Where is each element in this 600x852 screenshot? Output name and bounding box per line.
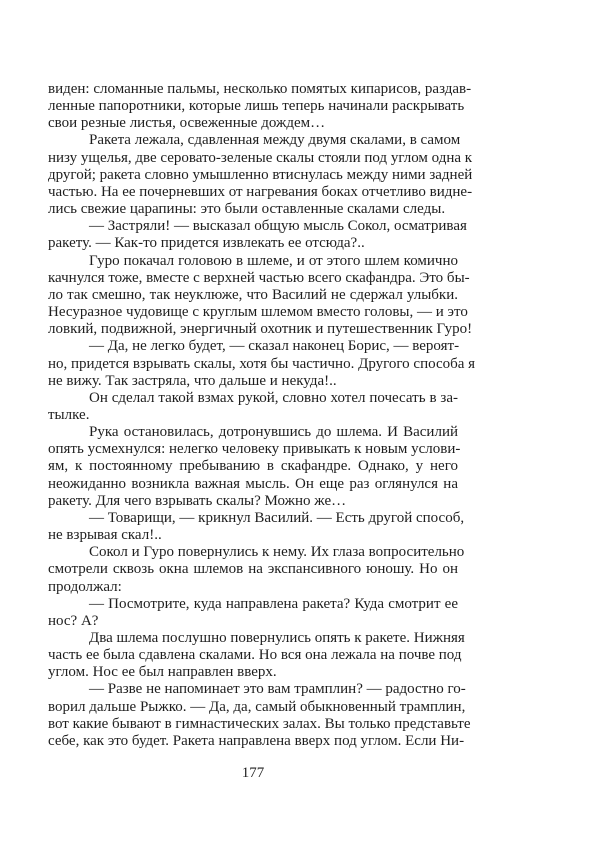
text-line: неожиданно возникла важная мысль. Он еще раз оглянулся на [48, 475, 458, 492]
text-line: ворил дальше Рыжко. — Да, да, самый обыкновенный трамплин, [48, 698, 466, 715]
text-line: Несуразное чудовище с круглым шлемом вместо головы, — и это [48, 304, 468, 321]
text-line: виден: сломанные пальмы, несколько помятых кипарисов, раздав- [48, 81, 472, 97]
text-line: качнулся тоже, вместе с верхней частью всего скафандра. Это бы- [48, 269, 470, 286]
text-line: нос? А? [48, 612, 99, 629]
text-line: частью. На ее почерневших от нагревания боках отчетливо видне- [48, 183, 473, 200]
paragraph [48, 509, 465, 544]
text-line: тылке. [48, 406, 90, 423]
paragraph [48, 630, 465, 681]
paragraph [48, 596, 458, 630]
text-line: но, придется взрывать скалы, хотя бы частично. Другого способа я [48, 355, 476, 372]
text-line: Гуро покачал головою в шлеме, и от этого шлем комично [89, 252, 458, 269]
text-line: смотрели сквозь окна шлемов на экспансивного юношу. Но он [48, 561, 458, 578]
paragraph [48, 681, 471, 750]
body-text [48, 81, 476, 750]
text-line: ловкий, подвижной, энергичный охотник и путешественник Гуро! [48, 321, 473, 338]
paragraph [48, 424, 461, 510]
paragraph [48, 252, 473, 339]
text-line: не вижу. Так застряла, что дальше и некуда!.. [48, 372, 337, 389]
text-line: Два шлема послушно повернулись опять к ракете. Нижняя [89, 630, 465, 646]
text-line: свои резные листья, освеженные дождем… [48, 115, 326, 132]
text-line: углом. Нос ее был направлен вверх. [48, 664, 277, 681]
text-line: часть ее была сдавлена скалами. Но вся она лежала на почве под [48, 647, 462, 664]
text-line: себе, как это будет. Ракета направлена вверх под углом. Если Ни- [48, 732, 465, 749]
text-line: низу ущелья, две серовато-зеленые скалы стояли под углом одна к [48, 149, 473, 166]
text-line: — Посмотрите, куда направлена ракета? Куда смотрит ее [89, 595, 458, 612]
page-number: 177 [241, 765, 265, 781]
paragraph [48, 218, 467, 252]
text-line: ракету. Для чего взрывать скалы? Можно же… [48, 492, 347, 509]
paragraph [48, 390, 458, 424]
text-line: — Да, не легко будет, — сказал наконец Борис, — вероят- [89, 338, 460, 355]
text-line: другой; ракета словно умышленно втиснулась между ними задней [48, 166, 473, 183]
text-line: лись свежие царапины: это были оставленные скалами следы. [48, 201, 446, 218]
text-line: — Разве не напоминает это вам трамплин? — радостно го- [89, 681, 466, 698]
text-line: ло так смешно, так неуклюже, что Василий не сдержал улыбки. [48, 286, 458, 303]
text-line: — Товарищи, — крикнул Василий. — Есть другой способ, [89, 509, 465, 526]
text-line: Ракета лежала, сдавленная между двумя скалами, в самом [89, 132, 461, 149]
text-line: Он сделал такой взмах рукой, словно хотел почесать в за- [89, 389, 458, 406]
paragraph [48, 132, 473, 218]
paragraph [48, 338, 476, 389]
text-line: вот какие бывают в гимнастических залах. Вы только представьте [48, 715, 471, 732]
text-line: — Застряли! — высказал общую мысль Сокол, осматривая [89, 218, 467, 235]
text-line: Сокол и Гуро повернулись к нему. Их глаза вопросительно [89, 544, 465, 561]
text-line: ям, к постоянному пребыванию в скафандре. Однако, у него [48, 458, 458, 475]
text-line: ракету. — Как-то придется извлекать ее отсюда?.. [48, 235, 365, 252]
paragraph [48, 81, 472, 132]
paragraph [48, 544, 465, 595]
text-line: продолжал: [48, 578, 122, 595]
text-line: ленные папоротники, которые лишь теперь начинали раскрывать [48, 98, 465, 115]
text-line: опять усмехнулся: нелегко человеку привыкать к новым услови- [48, 441, 461, 458]
text-line: Рука остановилась, дотронувшись до шлема. И Василий [89, 424, 458, 441]
text-line: не взрывая скал!.. [48, 527, 162, 544]
